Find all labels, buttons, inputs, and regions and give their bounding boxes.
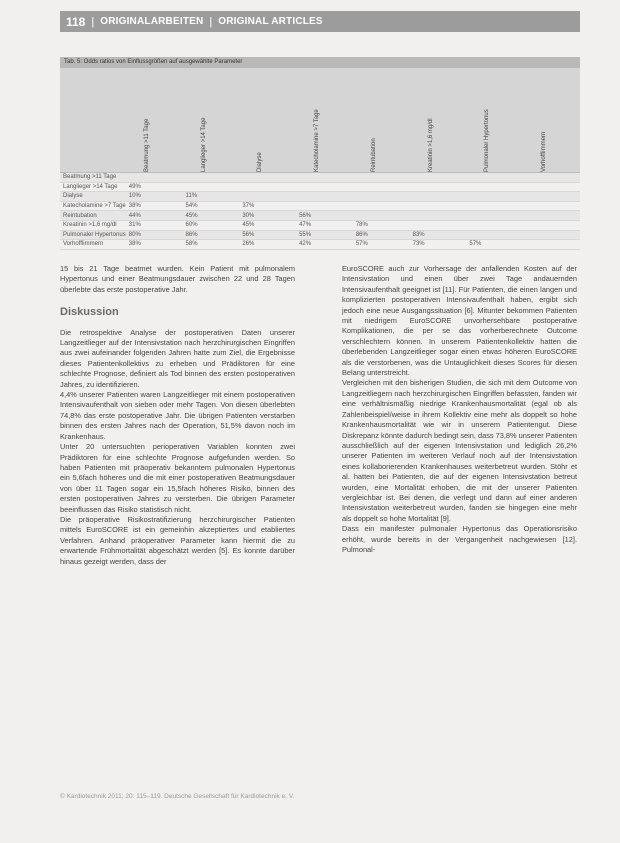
table-cell bbox=[353, 201, 410, 211]
table-cell bbox=[239, 173, 296, 183]
table-cell: 57% bbox=[353, 240, 410, 250]
column-header: Dialyse bbox=[239, 68, 296, 173]
table-cell bbox=[239, 192, 296, 202]
table-cell bbox=[466, 182, 523, 192]
table-cell bbox=[296, 192, 353, 202]
table-cell bbox=[353, 173, 410, 183]
table-cell bbox=[466, 230, 523, 240]
table-caption: Tab. 5: Odds ratios von Einflussgrößen auf ausgewählte Parameter bbox=[60, 57, 580, 68]
table-cell bbox=[296, 182, 353, 192]
paragraph: 4,4% unserer Patienten waren Langzeitlieger mit einem postoperativen Intensivaufenthalt von sieben oder mehr Tagen. Von diesen überlebten 74,8% das erste postoperative Jahr. Die übrigen Patienten verstarben binnen des ersten Jahres nach der Operation, 51,5% davon noch im Krankenhaus. bbox=[60, 390, 295, 441]
column-header: Beatmung >11 Tage bbox=[126, 68, 183, 173]
table-cell: 45% bbox=[239, 220, 296, 230]
table-cell bbox=[183, 173, 240, 183]
table-cell bbox=[523, 240, 580, 250]
table-cell bbox=[353, 192, 410, 202]
table-cell bbox=[523, 211, 580, 221]
table-cell: 47% bbox=[296, 220, 353, 230]
table-cell: 57% bbox=[466, 240, 523, 250]
table-row bbox=[60, 211, 580, 221]
table-cell bbox=[523, 182, 580, 192]
row-label: Reintubation bbox=[60, 211, 126, 221]
section-heading: Diskussion bbox=[60, 306, 119, 319]
table-cell bbox=[239, 182, 296, 192]
table-cell: 80% bbox=[126, 230, 183, 240]
table-cell bbox=[183, 182, 240, 192]
table-row bbox=[60, 201, 580, 211]
paragraph: EuroSCORE auch zur Vorhersage der anfallenden Kosten auf der Intensivstation und einen über zwei Tage andauernden Intensivaufenthalt geeignet ist [11]. Für Patienten, die einen langen und komplizierten postoperativen Intensivaufenthalt haben, ergibt sich jedoch eine neue Ausgangssituation [6]. Mitunter bekommen Patienten mit niedrigem EuroSCORE unvorhersehbare postoperative Komplikationen, die per se das vorherberechnete Outcome verschlechtern können. In unserem Patientenkollektiv hatten die überlebenden Langzeitlieger sogar einen etwas höheren EuroSCORE als die verstorbenen, was die Untauglichkeit dieses Scores für diesen Belang unterstreicht. bbox=[342, 264, 577, 378]
table-row bbox=[60, 220, 580, 230]
paragraph: Unter 20 untersuchten perioperativen Variablen konnten zwei Prädiktoren für eine schlechte Prognose aufgefunden werden. So haben Patienten mit präoperativ bekanntem pulmonalen Hypertonus ein 5,6fach höheres und die mit einer postoperativen Beatmungsdauer von über 11 Tagen sogar ein 15,5fach höheres Risiko, binnen des ersten postoperativen Jahres zu versterben. Die übrigen Parameter beeinflussen das Risiko statistisch nicht. bbox=[60, 442, 295, 514]
table-cell bbox=[410, 201, 467, 211]
table-cell: 86% bbox=[183, 230, 240, 240]
table-cell: 73% bbox=[410, 240, 467, 250]
row-label: Kreatinin >1,6 mg/dl bbox=[60, 220, 126, 230]
row-label: Dialyse bbox=[60, 192, 126, 202]
table-cell: 38% bbox=[126, 201, 183, 211]
table-cell: 45% bbox=[183, 211, 240, 221]
column-header: Reintubation bbox=[353, 68, 410, 173]
table-cell: 26% bbox=[239, 240, 296, 250]
journal-section: ORIGINALARBEITEN bbox=[100, 16, 204, 27]
table-cell: 38% bbox=[126, 240, 183, 250]
table-cell bbox=[353, 182, 410, 192]
table-cell bbox=[523, 230, 580, 240]
column-header: Vorhofflimmern bbox=[523, 68, 580, 173]
row-label: Katecholamine >7 Tage bbox=[60, 201, 126, 211]
page-header bbox=[60, 11, 580, 32]
table-cell: 11% bbox=[183, 192, 240, 202]
table-cell: 83% bbox=[410, 230, 467, 240]
table-cell bbox=[410, 211, 467, 221]
table-cell: 56% bbox=[239, 230, 296, 240]
table-cell bbox=[466, 201, 523, 211]
table-cell bbox=[126, 173, 183, 183]
row-label: Langlieger >14 Tage bbox=[60, 182, 126, 192]
table-row bbox=[60, 173, 580, 183]
table-cell bbox=[523, 173, 580, 183]
row-label: Beatmung >11 Tage bbox=[60, 173, 126, 183]
table-cell: 49% bbox=[126, 182, 183, 192]
column-header: Pulmonaler Hypertonus bbox=[466, 68, 523, 173]
table-cell: 37% bbox=[239, 201, 296, 211]
table-cell bbox=[410, 173, 467, 183]
paragraph: Die präoperative Risikostratifizierung herzchirurgischer Patienten mittels EuroSCORE ist ein gemeinhin akzeptiertes und etabliertes Verfahren. Anhand präoperativer Parameter kann hiermit die zu erwartende Frühmortalität abgeschätzt werden [5]. Es konnte darüber hinaus gezeigt werden, dass der bbox=[60, 514, 295, 566]
column-header: Katecholamine >7 Tage bbox=[296, 68, 353, 173]
table-cell: 86% bbox=[353, 230, 410, 240]
table-cell bbox=[296, 173, 353, 183]
table-row bbox=[60, 182, 580, 192]
table-cell bbox=[410, 192, 467, 202]
table-cell bbox=[523, 220, 580, 230]
row-label: Vorhofflimmern bbox=[60, 240, 126, 250]
table-cell bbox=[466, 211, 523, 221]
paragraph: Dass ein manifester pulmonaler Hypertonus das Operationsrisiko erhöht, wurde bereits in der Vergangenheit nachgewiesen [12]. Pulmonal- bbox=[342, 524, 577, 554]
table-row bbox=[60, 230, 580, 240]
table-cell bbox=[523, 192, 580, 202]
column-header: Kreatinin >1,6 mg/dl bbox=[410, 68, 467, 173]
page-footer: © Kardiotechnik 2011; 20: 115–119. Deutsche Gesellschaft für Kardiotechnik e. V. bbox=[60, 793, 295, 800]
table-cell: 56% bbox=[296, 211, 353, 221]
table-cell: 42% bbox=[296, 240, 353, 250]
table-cell: 60% bbox=[183, 220, 240, 230]
table-cell bbox=[466, 220, 523, 230]
table-cell: 54% bbox=[183, 201, 240, 211]
right-column bbox=[342, 264, 577, 555]
paragraph: Die retrospektive Analyse der postoperativen Daten unserer Langzeitlieger auf der Intensivstation nach herzchirurgischen Eingriffen aus zwei aufeinander folgenden Jahren hatte zum Ziel, die Ergebnisse dieses Patientenkollektivs zu erheben und Prädiktoren für eine schlechte Prognose, definiert als Tod binnen des ersten postoperativen Jahres, zu identifizieren. bbox=[60, 327, 295, 389]
column-header: Langlieger >14 Tage bbox=[183, 68, 240, 173]
table-corner bbox=[60, 68, 126, 173]
table-cell: 78% bbox=[353, 220, 410, 230]
table-row bbox=[60, 192, 580, 202]
page-number: 118 bbox=[66, 14, 86, 29]
table-cell bbox=[353, 211, 410, 221]
table-cell bbox=[466, 192, 523, 202]
left-column bbox=[60, 264, 295, 567]
table-cell: 10% bbox=[126, 192, 183, 202]
table-cell: 44% bbox=[126, 211, 183, 221]
section-label: ORIGINAL ARTICLES bbox=[218, 16, 323, 27]
table-cell bbox=[296, 201, 353, 211]
correlation-table bbox=[60, 68, 580, 250]
table-cell bbox=[523, 201, 580, 211]
table-cell bbox=[466, 173, 523, 183]
header-separator: | bbox=[91, 15, 95, 28]
header-separator-2: | bbox=[209, 15, 213, 28]
paragraph: Vergleichen mit den bisherigen Studien, die sich mit dem Outcome von Langzeitliegern nach herzchirurgischen Eingriffen befassten, fanden wir eine verhältnismäßig niedrige Krankenhausmortalität (egal ob als Zahlenbeispiel/weise in ihrem Kollektiv eine mehr als doppelt so hohe Krankenhausmortalität wie wir in unserem Patientengut. Diese Diskrepanz könnte dadurch bedingt sein, dass 73,8% unserer Patienten ausschließlich auf der eigenen Intensivstation und lediglich 26,2% unserer Patienten im weiteren Verlauf noch auf der Intensivstation eines kollaborierenden Krankenhauses weiterbetreut wurden. Stöhr et al. hatten bei Patienten, die auf der eigenen Intensivstation betreut wurden, eine Mortalität erhoben, die mit der unserer Patienten vergleichbar ist. Bei denen, die verlegt und dann auf einer anderen Intensivstation weiterbetreut wurden, fanden sie hingegen eine mehr als doppelt so hohe Mortalität [9]. bbox=[342, 378, 578, 523]
table-header-row bbox=[60, 68, 580, 173]
row-label: Pulmonaler Hypertonus bbox=[60, 230, 126, 240]
table-cell: 30% bbox=[239, 211, 296, 221]
paragraph: 15 bis 21 Tage beatmet wurden. Kein Patient mit pulmonalem Hypertonus und einer Beatmungsdauer zwischen 22 und 28 Tagen überlebte das erste postoperative Jahr. bbox=[60, 264, 295, 294]
table-cell bbox=[410, 220, 467, 230]
table-cell: 55% bbox=[296, 230, 353, 240]
table-cell bbox=[410, 182, 467, 192]
table-cell: 58% bbox=[183, 240, 240, 250]
table-cell: 31% bbox=[126, 220, 183, 230]
table-row bbox=[60, 240, 580, 250]
